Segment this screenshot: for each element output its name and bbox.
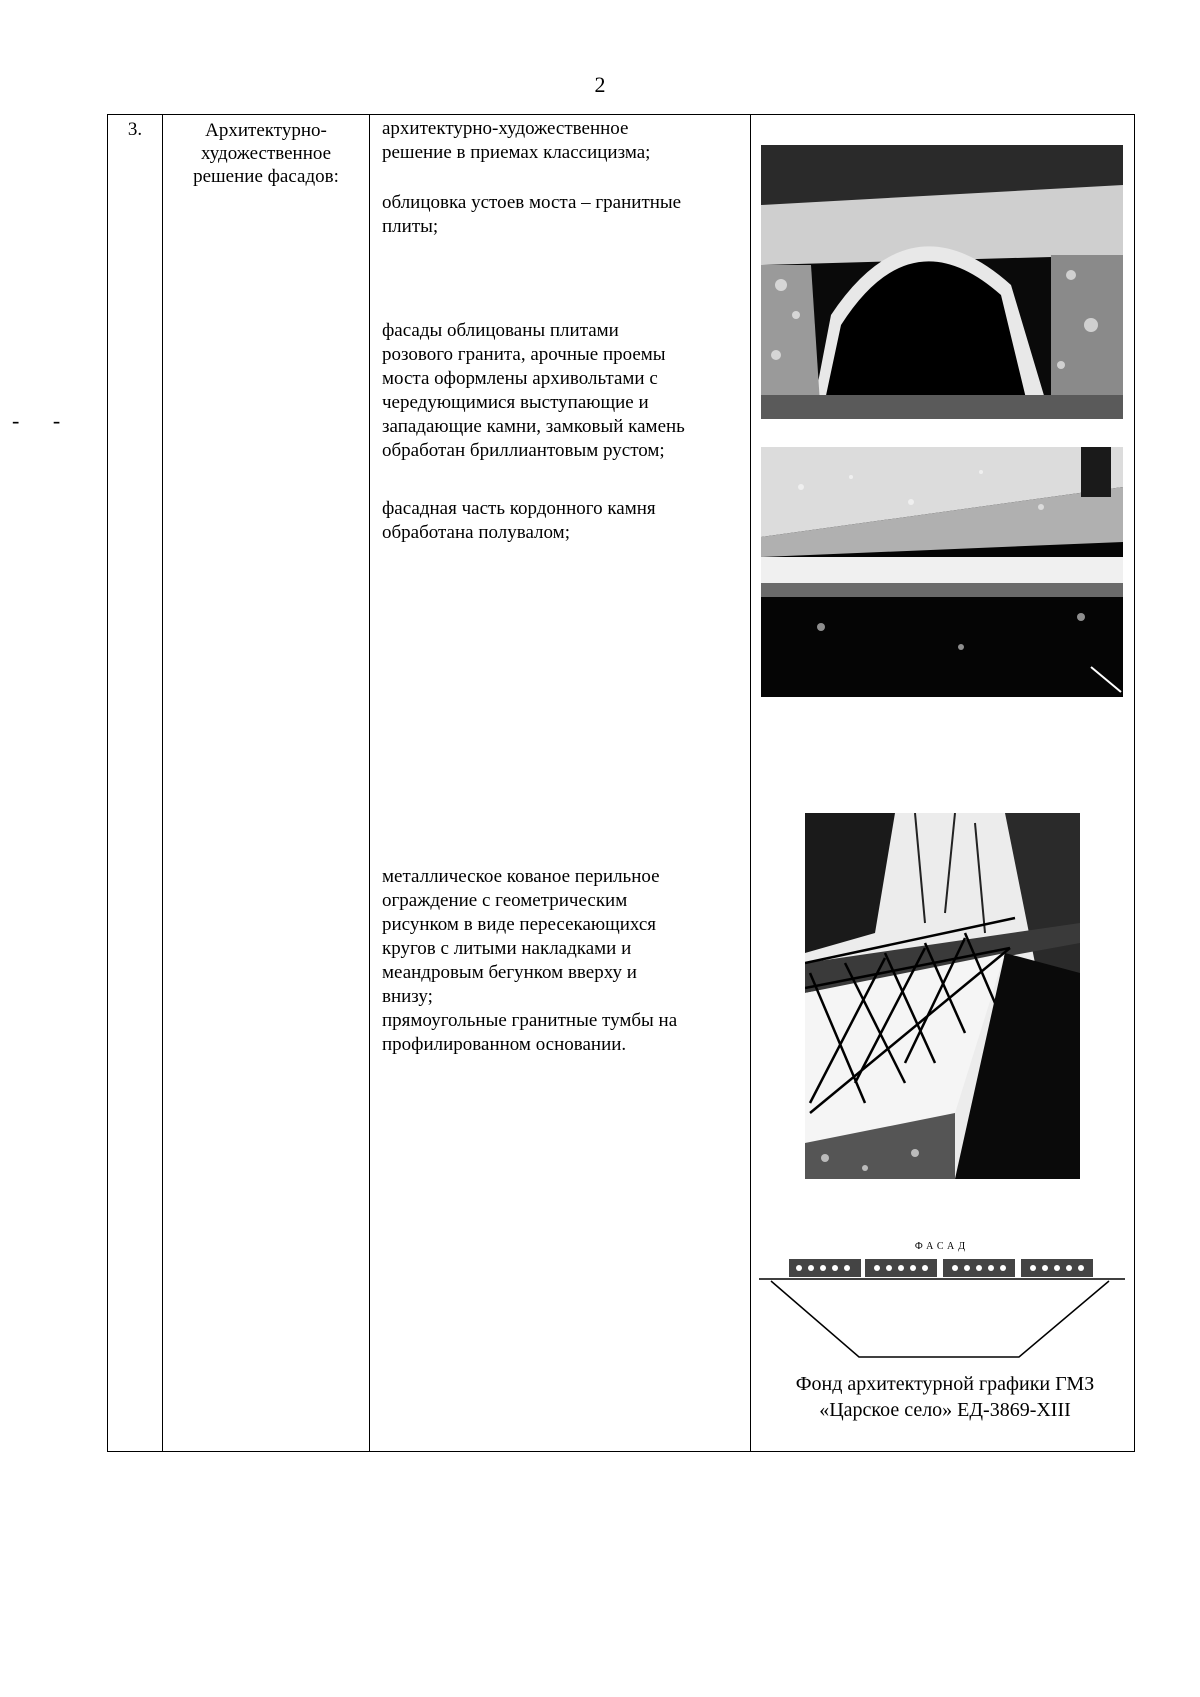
row-description [370,115,751,1452]
drawing-label: ФАСАД [914,1241,970,1252]
cordon-stone-photo [761,447,1123,697]
description-line: металлическое кованое перильное [382,866,660,887]
description-block-piers [382,191,742,239]
description-line: ограждение с геометрическим [382,890,628,911]
attributes-table [107,114,1135,1452]
description-block-facades [382,319,742,463]
description-line: архитектурно-художественное [382,118,629,139]
figure-caption [751,1371,1139,1423]
description-line: решение в приемах классицизма; [382,142,651,163]
row-name [163,115,370,1452]
description-block-style [382,117,742,165]
description-line: рисунком в виде пересекающихся [382,914,657,935]
description-line: профилированном основании. [382,1034,627,1055]
description-line: меандровым бегунком вверху и [382,962,637,983]
caption-line: Фонд архитектурной графики ГМЗ [795,1373,1095,1395]
description-block-railing [382,865,742,1057]
description-line: плиты; [382,216,439,237]
bridge-arch-photo [761,145,1123,419]
description-line: внизу; [382,986,433,1007]
description-block-cordon [382,497,742,545]
facade-drawing [759,1231,1125,1363]
description-line: обработан бриллиантовым рустом; [382,440,665,461]
caption-line: «Царское село» ЕД-3869-XIII [819,1399,1071,1421]
description-line: прямоугольные гранитные тумбы на [382,1010,678,1031]
row-name-line: решение фасадов: [193,166,339,187]
description-line: моста оформлены архивольтами с [382,368,658,389]
row-name-line: художественное [200,143,332,164]
row-number: 3. [108,115,163,1452]
table-row [108,115,1135,1452]
description-line: фасады облицованы плитами [382,320,619,341]
row-name-line: Архитектурно- [205,120,327,141]
description-line: чередующимися выступающие и [382,392,649,413]
page-number: 2 [594,72,606,97]
row-images [751,115,1135,1452]
margin-mark: - - [12,408,75,433]
description-line: западающие камни, замковый камень [382,416,685,437]
railing-photo [805,813,1080,1179]
description-line: розового гранита, арочные проемы [382,344,666,365]
description-line: обработана полувалом; [382,522,570,543]
description-line: фасадная часть кордонного камня [382,498,656,519]
description-line: облицовка устоев моста – гранитные [382,192,682,213]
description-line: кругов с литыми накладками и [382,938,632,959]
